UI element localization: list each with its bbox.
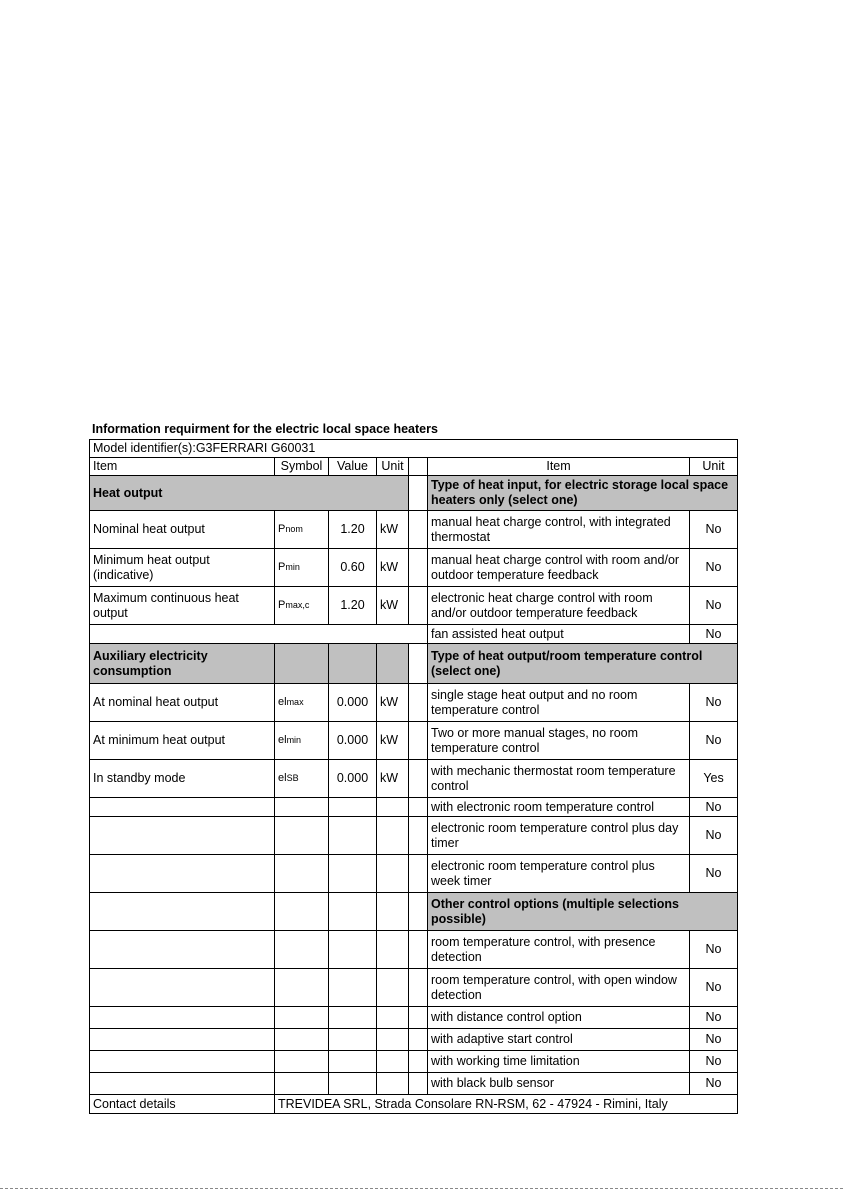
blank-cell — [275, 644, 329, 684]
row-item-right: with mechanic thermostat room temperature control — [428, 760, 690, 798]
spacer-cell — [409, 817, 428, 855]
row-item-right: room temperature control, with open window detection — [428, 969, 690, 1007]
blank-cell — [377, 817, 409, 855]
table-row — [90, 587, 738, 625]
blank-cell — [377, 855, 409, 893]
contact-value: TREVIDEA SRL, Strada Consolare RN-RSM, 62 - 47924 - Rimini, Italy — [275, 1095, 738, 1114]
row-item-right: electronic room temperature control plus week timer — [428, 855, 690, 893]
row-symbol: Pnom — [275, 511, 329, 549]
blank-cell — [329, 969, 377, 1007]
row-unit: kW — [377, 760, 409, 798]
row-value-right: No — [690, 1073, 738, 1095]
row-value: 0.000 — [329, 684, 377, 722]
row-item-right: Two or more manual stages, no room temperature control — [428, 722, 690, 760]
spacer-cell — [409, 587, 428, 625]
blank-cell — [275, 1051, 329, 1073]
row-value-right: No — [690, 798, 738, 817]
blank-cell — [90, 1051, 275, 1073]
row-value-right: No — [690, 855, 738, 893]
blank-cell — [329, 1073, 377, 1095]
spacer-cell — [409, 1029, 428, 1051]
row-item-right: fan assisted heat output — [428, 625, 690, 644]
spacer-cell — [409, 798, 428, 817]
blank-cell — [377, 893, 409, 931]
blank-cell — [275, 817, 329, 855]
blank-cell — [329, 855, 377, 893]
blank-cell — [377, 798, 409, 817]
blank-cell — [90, 817, 275, 855]
spacer-cell — [409, 722, 428, 760]
row-unit: kW — [377, 684, 409, 722]
table-row — [90, 722, 738, 760]
row-value-right: No — [690, 511, 738, 549]
header-unit-right: Unit — [690, 458, 738, 476]
model-row — [90, 440, 738, 458]
row-item: Maximum continuous heat output — [90, 587, 275, 625]
spacer-cell — [409, 893, 428, 931]
row-item: In standby mode — [90, 760, 275, 798]
model-identifier: Model identifier(s):G3FERRARI G60031 — [90, 440, 738, 458]
blank-cell — [377, 644, 409, 684]
spacer-cell — [409, 760, 428, 798]
document-title: Information requirment for the electric local space heaters — [92, 422, 438, 436]
section-heading-room-control: Type of heat output/room temperature control (select one) — [428, 644, 738, 684]
blank-cell — [377, 1051, 409, 1073]
blank-cell — [90, 625, 428, 644]
blank-cell — [329, 931, 377, 969]
spacer-cell — [409, 549, 428, 587]
row-item-right: manual heat charge control with room and/or outdoor temperature feedback — [428, 549, 690, 587]
row-value-right: No — [690, 722, 738, 760]
page-bottom-rule — [0, 1188, 843, 1189]
spacer-cell — [409, 931, 428, 969]
row-symbol: elmax — [275, 684, 329, 722]
blank-cell — [377, 969, 409, 1007]
header-value: Value — [329, 458, 377, 476]
spacer-cell — [409, 511, 428, 549]
blank-cell — [90, 893, 275, 931]
spacer-cell — [409, 1007, 428, 1029]
row-symbol: elSB — [275, 760, 329, 798]
row-value-right: No — [690, 587, 738, 625]
blank-cell — [275, 1073, 329, 1095]
table-row — [90, 476, 738, 511]
section-heading-other-options: Other control options (multiple selections possible) — [428, 893, 738, 931]
row-symbol: Pmax,c — [275, 587, 329, 625]
blank-cell — [329, 817, 377, 855]
blank-cell — [90, 1029, 275, 1051]
row-item: Minimum heat output (indicative) — [90, 549, 275, 587]
row-value: 0.000 — [329, 760, 377, 798]
blank-cell — [329, 893, 377, 931]
spacer-cell — [409, 855, 428, 893]
spacer-cell — [409, 684, 428, 722]
table-row — [90, 760, 738, 798]
section-heading-heat-output: Heat output — [90, 476, 409, 511]
spacer-cell — [409, 969, 428, 1007]
section-heading-heat-input: Type of heat input, for electric storage local space heaters only (select one) — [428, 476, 738, 511]
row-value-right: No — [690, 549, 738, 587]
row-value-right: No — [690, 817, 738, 855]
row-unit: kW — [377, 587, 409, 625]
row-value: 0.60 — [329, 549, 377, 587]
header-item-right: Item — [428, 458, 690, 476]
table-row — [90, 1007, 738, 1029]
table-row — [90, 931, 738, 969]
header-row — [90, 458, 738, 476]
spacer-cell — [409, 644, 428, 684]
blank-cell — [275, 969, 329, 1007]
row-item-right: with distance control option — [428, 1007, 690, 1029]
blank-cell — [377, 1029, 409, 1051]
row-unit: kW — [377, 549, 409, 587]
blank-cell — [329, 1051, 377, 1073]
table-row — [90, 798, 738, 817]
spacer-cell — [409, 458, 428, 476]
table-row — [90, 969, 738, 1007]
row-item-right: with working time limitation — [428, 1051, 690, 1073]
table-row — [90, 855, 738, 893]
spacer-cell — [409, 1051, 428, 1073]
spacer-cell — [409, 1073, 428, 1095]
row-value: 0.000 — [329, 722, 377, 760]
row-value-right: No — [690, 625, 738, 644]
row-item-right: single stage heat output and no room temperature control — [428, 684, 690, 722]
blank-cell — [90, 1007, 275, 1029]
row-value-right: Yes — [690, 760, 738, 798]
blank-cell — [275, 1029, 329, 1051]
table-row — [90, 1073, 738, 1095]
row-value-right: No — [690, 1007, 738, 1029]
blank-cell — [329, 1029, 377, 1051]
blank-cell — [329, 644, 377, 684]
table-row — [90, 684, 738, 722]
heater-info-table — [89, 439, 738, 1114]
row-item-right: manual heat charge control, with integrated thermostat — [428, 511, 690, 549]
row-symbol: elmin — [275, 722, 329, 760]
spacer-cell — [409, 476, 428, 511]
contact-label: Contact details — [90, 1095, 275, 1114]
table-row — [90, 1029, 738, 1051]
header-unit: Unit — [377, 458, 409, 476]
row-unit: kW — [377, 511, 409, 549]
blank-cell — [275, 798, 329, 817]
row-item: At minimum heat output — [90, 722, 275, 760]
section-heading-auxiliary: Auxiliary electricity consumption — [90, 644, 275, 684]
table-row — [90, 511, 738, 549]
blank-cell — [377, 1007, 409, 1029]
row-unit: kW — [377, 722, 409, 760]
table-row — [90, 625, 738, 644]
table-row — [90, 893, 738, 931]
blank-cell — [90, 931, 275, 969]
row-item: At nominal heat output — [90, 684, 275, 722]
row-item-right: with adaptive start control — [428, 1029, 690, 1051]
row-item-right: with black bulb sensor — [428, 1073, 690, 1095]
blank-cell — [329, 1007, 377, 1029]
row-item-right: room temperature control, with presence detection — [428, 931, 690, 969]
row-item-right: with electronic room temperature control — [428, 798, 690, 817]
blank-cell — [275, 931, 329, 969]
row-symbol: Pmin — [275, 549, 329, 587]
blank-cell — [377, 931, 409, 969]
row-item: Nominal heat output — [90, 511, 275, 549]
row-value-right: No — [690, 931, 738, 969]
blank-cell — [275, 893, 329, 931]
row-value-right: No — [690, 1051, 738, 1073]
table-row — [90, 644, 738, 684]
row-item-right: electronic heat charge control with room and/or outdoor temperature feedback — [428, 587, 690, 625]
row-value: 1.20 — [329, 587, 377, 625]
blank-cell — [377, 1073, 409, 1095]
contact-row — [90, 1095, 738, 1114]
blank-cell — [275, 855, 329, 893]
blank-cell — [275, 1007, 329, 1029]
table-row — [90, 1051, 738, 1073]
header-symbol: Symbol — [275, 458, 329, 476]
blank-cell — [90, 855, 275, 893]
row-value-right: No — [690, 1029, 738, 1051]
table-row — [90, 549, 738, 587]
row-item-right: electronic room temperature control plus day timer — [428, 817, 690, 855]
header-item: Item — [90, 458, 275, 476]
blank-cell — [329, 798, 377, 817]
blank-cell — [90, 969, 275, 1007]
blank-cell — [90, 1073, 275, 1095]
table-row — [90, 817, 738, 855]
blank-cell — [90, 798, 275, 817]
row-value-right: No — [690, 969, 738, 1007]
row-value: 1.20 — [329, 511, 377, 549]
row-value-right: No — [690, 684, 738, 722]
